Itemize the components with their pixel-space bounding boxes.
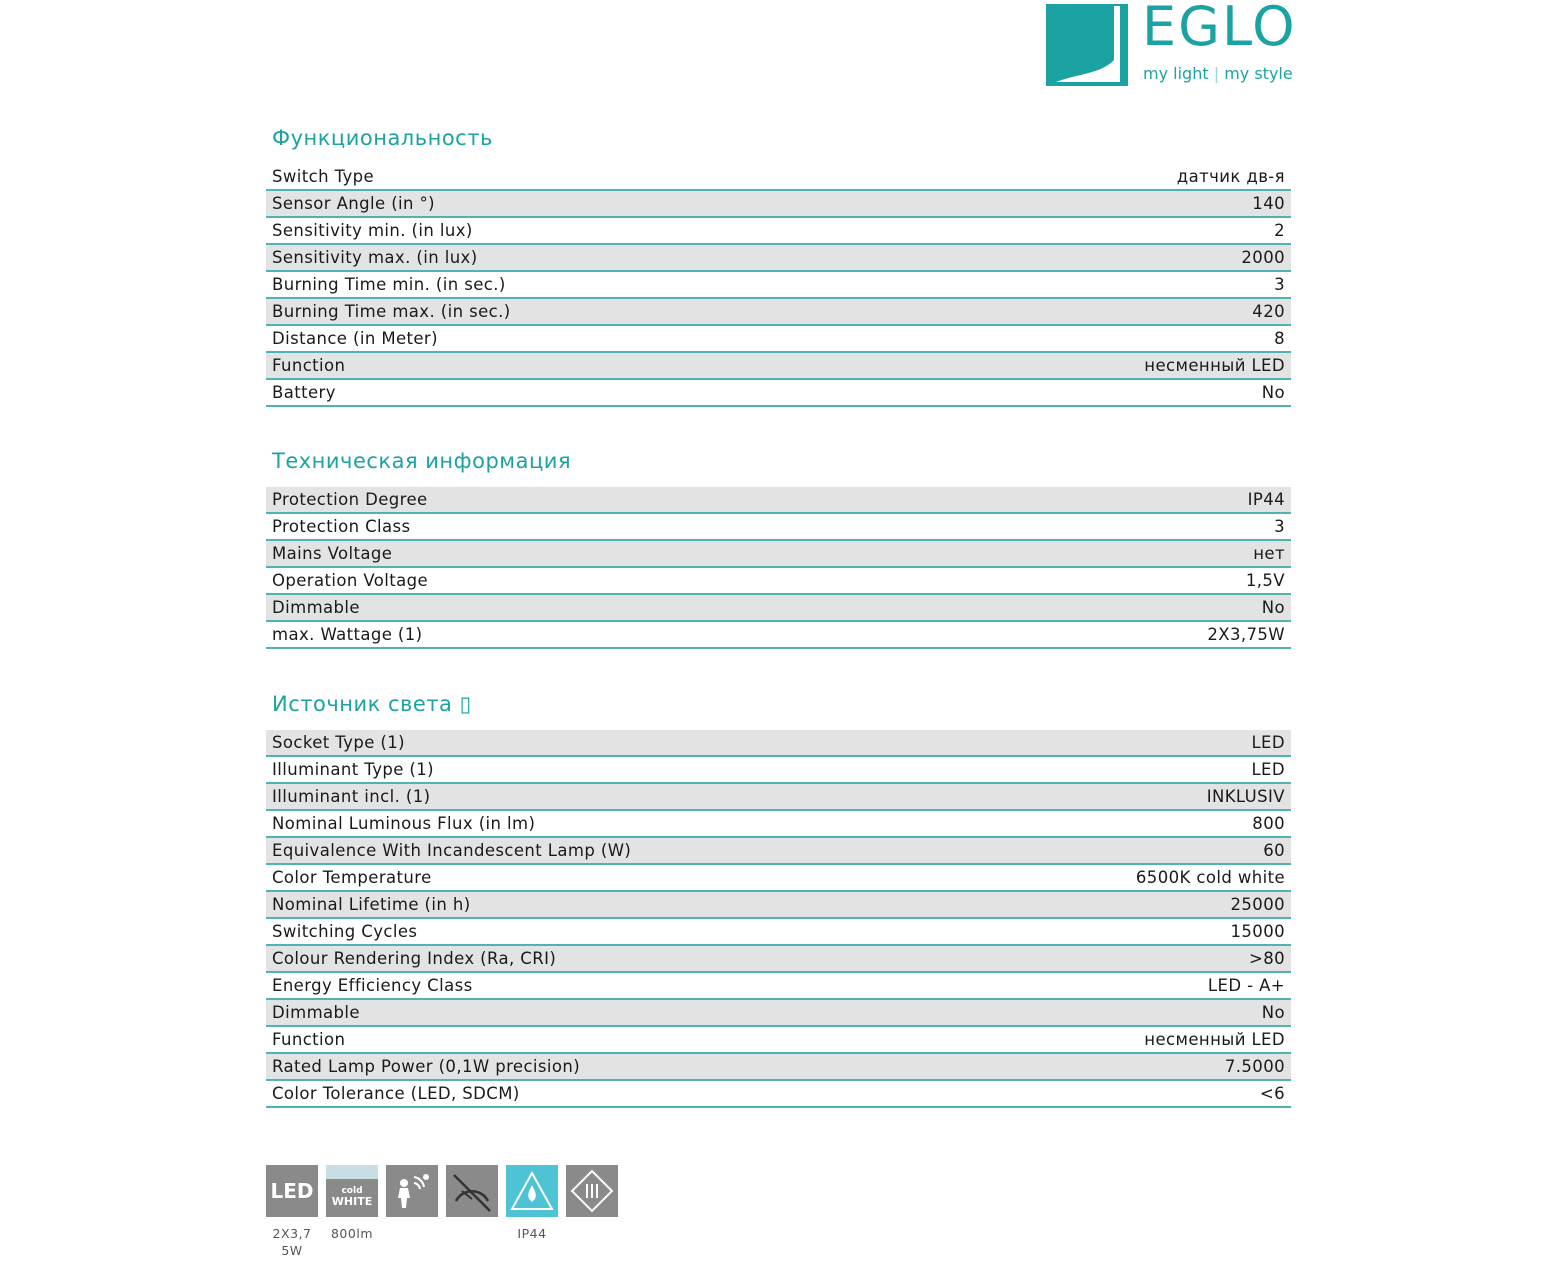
- row-label: Equivalence With Incandescent Lamp (W): [272, 841, 632, 860]
- table-row: [266, 568, 1291, 595]
- row-label: Socket Type (1): [272, 733, 405, 752]
- table-row: [266, 946, 1291, 973]
- row-value: 1,5V: [1245, 571, 1285, 590]
- row-label: Rated Lamp Power (0,1W precision): [272, 1057, 581, 1076]
- water-triangle-icon: [508, 1167, 556, 1215]
- table-row: [266, 541, 1291, 568]
- row-label: Illuminant incl. (1): [272, 787, 431, 806]
- row-value: LED - A+: [1207, 976, 1285, 995]
- table-row: [266, 514, 1291, 541]
- row-value: <6: [1259, 1084, 1285, 1103]
- section-light-source: [266, 690, 1291, 1108]
- row-value: INKLUSIV: [1206, 787, 1285, 806]
- row-label: Battery: [272, 383, 336, 402]
- spec-table: [266, 487, 1291, 649]
- dimmer-crossed-icon: [448, 1167, 496, 1215]
- protection-class-3-icon: [566, 1165, 618, 1217]
- table-row: [266, 1081, 1291, 1108]
- tagline-separator: |: [1213, 64, 1220, 83]
- row-value: LED: [1251, 760, 1285, 779]
- table-row: [266, 1000, 1291, 1027]
- icon-label: 800lm: [330, 1226, 373, 1241]
- white-text: WHITE: [331, 1195, 373, 1208]
- table-row: [266, 865, 1291, 892]
- table-row: [266, 595, 1291, 622]
- row-value: No: [1261, 1003, 1285, 1022]
- table-row: [266, 353, 1291, 380]
- lamp-logo-icon: [1046, 4, 1128, 86]
- table-row: [266, 919, 1291, 946]
- row-label: max. Wattage (1): [272, 625, 423, 644]
- table-row: [266, 487, 1291, 514]
- row-value: IP44: [1247, 490, 1285, 509]
- table-row: [266, 622, 1291, 649]
- section-title: Техническая информация: [272, 449, 572, 473]
- table-row: [266, 730, 1291, 757]
- table-row: [266, 380, 1291, 407]
- row-value: 420: [1252, 302, 1285, 321]
- section-functionality: [266, 124, 1291, 407]
- led-icon-text: LED: [270, 1179, 314, 1203]
- row-value: датчик дв-я: [1176, 167, 1285, 186]
- row-value: 140: [1252, 194, 1285, 213]
- row-value: 6500K cold white: [1135, 868, 1285, 887]
- led-icon: [266, 1165, 318, 1258]
- row-label: Burning Time max. (in sec.): [272, 302, 511, 321]
- row-value: 800: [1252, 814, 1285, 833]
- tagline-left: my light: [1143, 64, 1209, 83]
- row-label: Sensitivity min. (in lux): [272, 221, 473, 240]
- brand-name: EGLO: [1142, 0, 1297, 58]
- row-value: 2000: [1241, 248, 1285, 267]
- row-value: несменный LED: [1144, 1030, 1285, 1049]
- table-row: [266, 838, 1291, 865]
- row-label: Protection Class: [272, 517, 411, 536]
- row-label: Switching Cycles: [272, 922, 418, 941]
- row-label: Burning Time min. (in sec.): [272, 275, 506, 294]
- table-row: [266, 757, 1291, 784]
- row-label: Function: [272, 356, 346, 375]
- table-row: [266, 811, 1291, 838]
- row-value: 25000: [1230, 895, 1285, 914]
- table-row: [266, 191, 1291, 218]
- table-row: [266, 973, 1291, 1000]
- row-value: 15000: [1230, 922, 1285, 941]
- row-label: Sensitivity max. (in lux): [272, 248, 478, 267]
- row-value: нет: [1253, 544, 1285, 563]
- spec-table: [266, 164, 1291, 407]
- row-value: >80: [1248, 949, 1285, 968]
- table-row: [266, 1054, 1291, 1081]
- table-row: [266, 892, 1291, 919]
- cold-white-icon: [326, 1165, 378, 1241]
- section-technical-info: [266, 447, 1291, 649]
- not-dimmable-icon: [446, 1165, 498, 1217]
- row-label: Distance (in Meter): [272, 329, 438, 348]
- row-label: Mains Voltage: [272, 544, 393, 563]
- row-value: No: [1261, 598, 1285, 617]
- row-label: Color Temperature: [272, 868, 432, 887]
- table-row: [266, 218, 1291, 245]
- table-row: [266, 164, 1291, 191]
- row-label: Function: [272, 1030, 346, 1049]
- brand-tagline: [1143, 64, 1293, 83]
- section-title: Функциональность: [272, 126, 493, 150]
- table-row: [266, 272, 1291, 299]
- ip44-water-icon: [506, 1165, 558, 1241]
- row-value: 8: [1274, 329, 1285, 348]
- row-label: Nominal Lifetime (in h): [272, 895, 471, 914]
- person-sensor-icon: [390, 1169, 434, 1213]
- motion-sensor-icon: [386, 1165, 438, 1217]
- row-label: Illuminant Type (1): [272, 760, 435, 779]
- cold-text: cold: [341, 1186, 363, 1196]
- tagline-right: my style: [1224, 64, 1293, 83]
- row-value: 3: [1274, 517, 1285, 536]
- class-three-diamond-icon: [568, 1167, 616, 1215]
- row-value: 60: [1263, 841, 1285, 860]
- row-value: 7.5000: [1224, 1057, 1285, 1076]
- row-value: несменный LED: [1144, 356, 1285, 375]
- icon-label: 2X3,7 5W: [272, 1226, 312, 1258]
- row-label: Energy Efficiency Class: [272, 976, 473, 995]
- row-label: Switch Type: [272, 167, 375, 186]
- row-value: LED: [1251, 733, 1285, 752]
- eglo-logo: [1046, 0, 1297, 88]
- row-label: Sensor Angle (in °): [272, 194, 436, 213]
- row-label: Operation Voltage: [272, 571, 429, 590]
- spec-table: [266, 730, 1291, 1108]
- table-row: [266, 299, 1291, 326]
- row-value: No: [1261, 383, 1285, 402]
- row-value: 2X3,75W: [1207, 625, 1285, 644]
- feature-icons: [266, 1165, 618, 1258]
- table-row: [266, 245, 1291, 272]
- row-value: 2: [1274, 221, 1285, 240]
- table-row: [266, 784, 1291, 811]
- table-row: [266, 1027, 1291, 1054]
- row-label: Dimmable: [272, 598, 360, 617]
- section-title: Источник света ▯: [272, 692, 472, 716]
- row-label: Color Tolerance (LED, SDCM): [272, 1084, 520, 1103]
- row-value: 3: [1274, 275, 1285, 294]
- row-label: Colour Rendering Index (Ra, CRI): [272, 949, 557, 968]
- row-label: Dimmable: [272, 1003, 360, 1022]
- row-label: Protection Degree: [272, 490, 428, 509]
- table-row: [266, 326, 1291, 353]
- row-label: Nominal Luminous Flux (in lm): [272, 814, 536, 833]
- icon-label: IP44: [517, 1226, 547, 1241]
